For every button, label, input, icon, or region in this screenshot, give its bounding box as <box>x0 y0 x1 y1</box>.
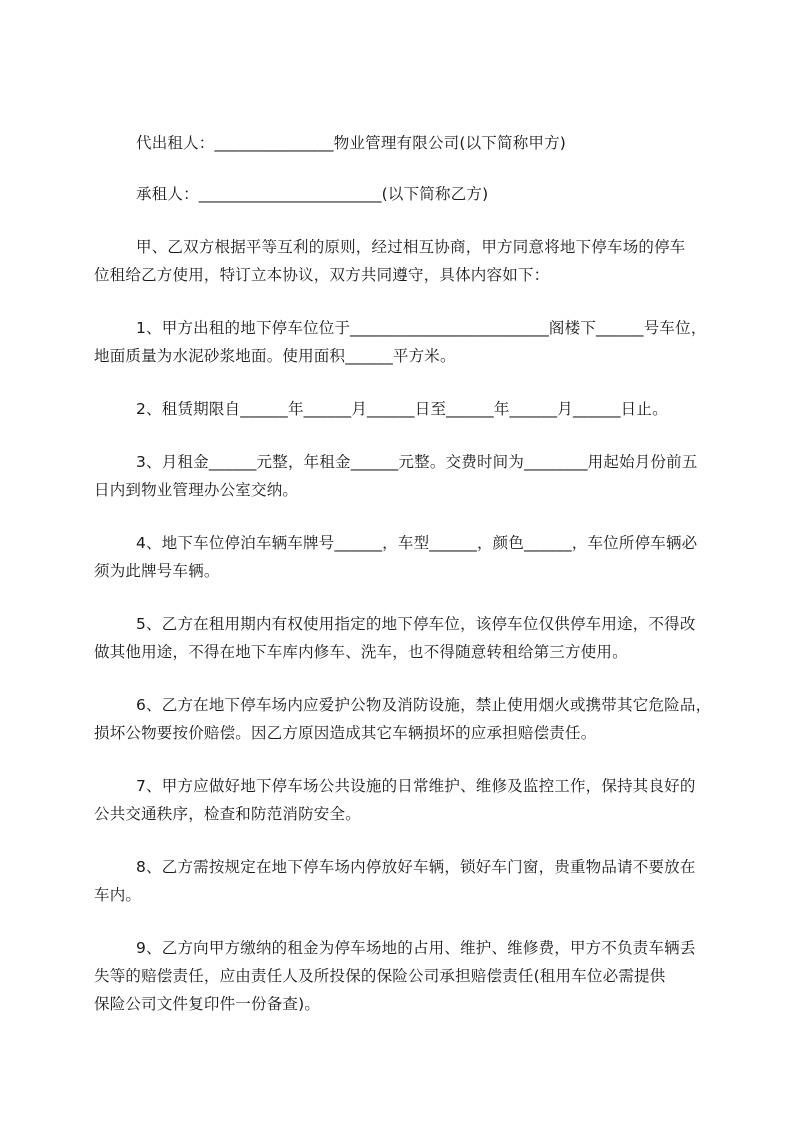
clause-9-line-2: 失等的赔偿责任，应由责任人及所投保的保险公司承担赔偿责任(租用车位必需提供 <box>94 967 666 985</box>
clause-1-line-1: 1、甲方出租的地下停车位位于_________________________阁楼下______号车位， <box>136 319 707 337</box>
clause-8-line-1: 8、乙方需按规定在地下停车场内停放好车辆，锁好车门窗，贵重物品请不要放在 <box>136 858 696 876</box>
clause-7-line-2: 公共交通秩序，检查和防范消防安全。 <box>94 805 361 823</box>
clause-6-line-2: 损坏公物要按价赔偿。因乙方原因造成其它车辆损坏的应承担赔偿责任。 <box>94 724 597 742</box>
clause-4-line-1: 4、地下车位停泊车辆车牌号______，车型______，颜色______，车位所停车辆必 <box>136 534 698 552</box>
clause-5-line-1: 5、乙方在租用期内有权使用指定的地下停车位，该停车位仅供停车用途，不得改 <box>136 615 696 633</box>
intro-line-2: 位租给乙方使用，特订立本协议，双方共同遵守，具体内容如下： <box>94 266 550 284</box>
clause-7-line-1: 7、甲方应做好地下停车场公共设施的日常维护、维修及监控工作，保持其良好的 <box>136 777 696 795</box>
clause-1-line-2: 地面质量为水泥砂浆地面。使用面积______平方米。 <box>94 347 456 365</box>
clause-9-line-3: 保险公司文件复印件一份备查)。 <box>94 995 321 1013</box>
clause-5-line-2: 做其他用途，不得在地下车库内修车、洗车，也不得随意转租给第三方使用。 <box>94 643 628 661</box>
intro-line-1: 甲、乙双方根据平等互利的原则，经过相互协商，甲方同意将地下停车场的停车 <box>136 238 686 256</box>
clause-2-line-1: 2、租赁期限自______年______月______日至______年______月______日止。 <box>136 400 668 418</box>
clause-4-line-2: 须为此牌号车辆。 <box>94 562 220 580</box>
clause-9-line-1: 9、乙方向甲方缴纳的租金为停车场地的占用、维护、维修费，甲方不负责车辆丢 <box>136 939 696 957</box>
clause-3-line-2: 日内到物业管理办公室交纳。 <box>94 481 299 499</box>
clause-8-line-2: 车内。 <box>94 886 142 904</box>
clause-6-line-1: 6、乙方在地下停车场内应爱护公物及消防设施，禁止使用烟火或携带其它危险品， <box>136 696 712 714</box>
clause-3-line-1: 3、月租金______元整，年租金______元整。交费时间为________用起始月份前五 <box>136 453 698 471</box>
lessor-line: 代出租人：_______________物业管理有限公司(以下简称甲方) <box>136 134 567 152</box>
lessee-line: 承租人：_______________________(以下简称乙方) <box>136 185 489 203</box>
